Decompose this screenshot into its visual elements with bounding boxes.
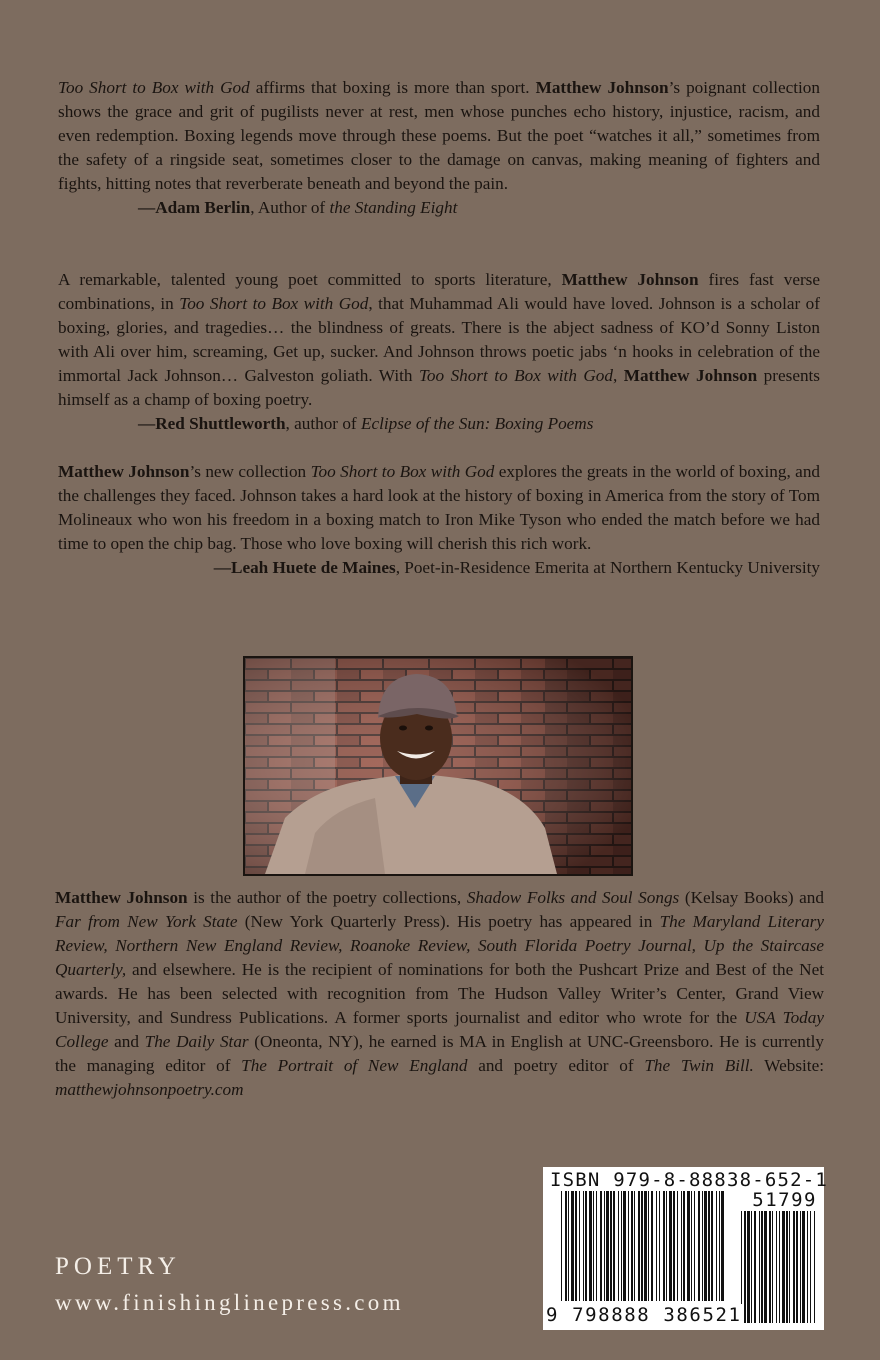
blurb-text: A remarkable, talented young poet committed to sports literature, Matthew Johnson fires fast verse combinations, in Too Short to Box with God, that Muhammad Ali would have loved. Johnson is a scholar of boxing, glories, and tragedies… the blindness of greats. There is the abject sadness of KO’d Sonny Liston with Ali over him, screaming, Get up, sucker. And Johnson throws poetic jabs ‘n hooks in celebration of the immortal Jack Johnson… Galveston goliath. With Too Short to Box with God, Matthew Johnson presents himself as a champ of boxing poetry. xyxy=(58,270,821,409)
blurb-text: Matthew Johnson’s new collection Too Short to Box with God explores the greats in the world of boxing, and the challenges they faced. Johnson takes a hard look at the history of boxing in America from the story of Tom Molineaux who won his freedom in a boxing match to Iron Mike Tyson who ended the match before we had time to open the chip bag. Those who love boxing will cherish this rich work. xyxy=(58,462,821,553)
blurb-red-shuttleworth xyxy=(58,268,820,436)
author-photo xyxy=(243,656,633,876)
blurb-text: Too Short to Box with God affirms that boxing is more than sport. Matthew Johnson’s poignant collection shows the grace and grit of pugilists never at rest, men whose punches echo history, injustice, racism, and even redemption. Boxing legends move through these poems. But the poet “watches it all,” sometimes from the safety of a ringside seat, sometimes closer to the damage on canvas, making meaning of fighters and fights, hitting notes that reverberate beneath and beyond the pain. xyxy=(58,78,820,193)
isbn-label: ISBN 979-8-88838-652-1 xyxy=(550,1169,829,1191)
ean-digits: 9 798888 386521 xyxy=(546,1304,742,1326)
author-portrait-illustration xyxy=(245,658,631,874)
blurb-attribution: —Leah Huete de Maines, Poet-in-Residence Emerita at Northern Kentucky University xyxy=(213,558,820,577)
isbn-barcode xyxy=(543,1167,829,1330)
blurb-attribution: —Red Shuttleworth, author of Eclipse of the Sun: Boxing Poems xyxy=(138,414,594,433)
blurb-leah-huete-de-maines xyxy=(58,460,820,580)
blurb-attribution: —Adam Berlin, Author of the Standing Eight xyxy=(138,198,458,217)
bio-text: Matthew Johnson is the author of the poetry collections, Shadow Folks and Soul Songs (Kelsay Books) and Far from New York State (New York Quarterly Press). His poetry has appeared in The Maryland Literary Review, Northern New England Review, Roanoke Review, South Florida Poetry Journal, Up the Staircase Quarterly, and elsewhere. He is the recipient of nominations for both the Pushcart Prize and Best of the Net awards. He has been selected with recognition from The Hudson Valley Writer’s Center, Grand View University, and Sundress Publications. A former sports journalist and editor who wrote for the USA Today College and The Daily Star (Oneonta, NY), he earned is MA in English at UNC-Greensboro. He is currently the managing editor of The Portrait of New England and poetry editor of The Twin Bill. Website: matthewjohnsonpoetry.com xyxy=(55,888,824,1099)
genre-label: POETRY xyxy=(55,1253,181,1280)
blurb-adam-berlin xyxy=(58,76,820,220)
publisher-website[interactable]: www.finishinglinepress.com xyxy=(55,1290,404,1315)
price-code: 51799 xyxy=(752,1189,817,1211)
author-bio xyxy=(55,886,824,1102)
